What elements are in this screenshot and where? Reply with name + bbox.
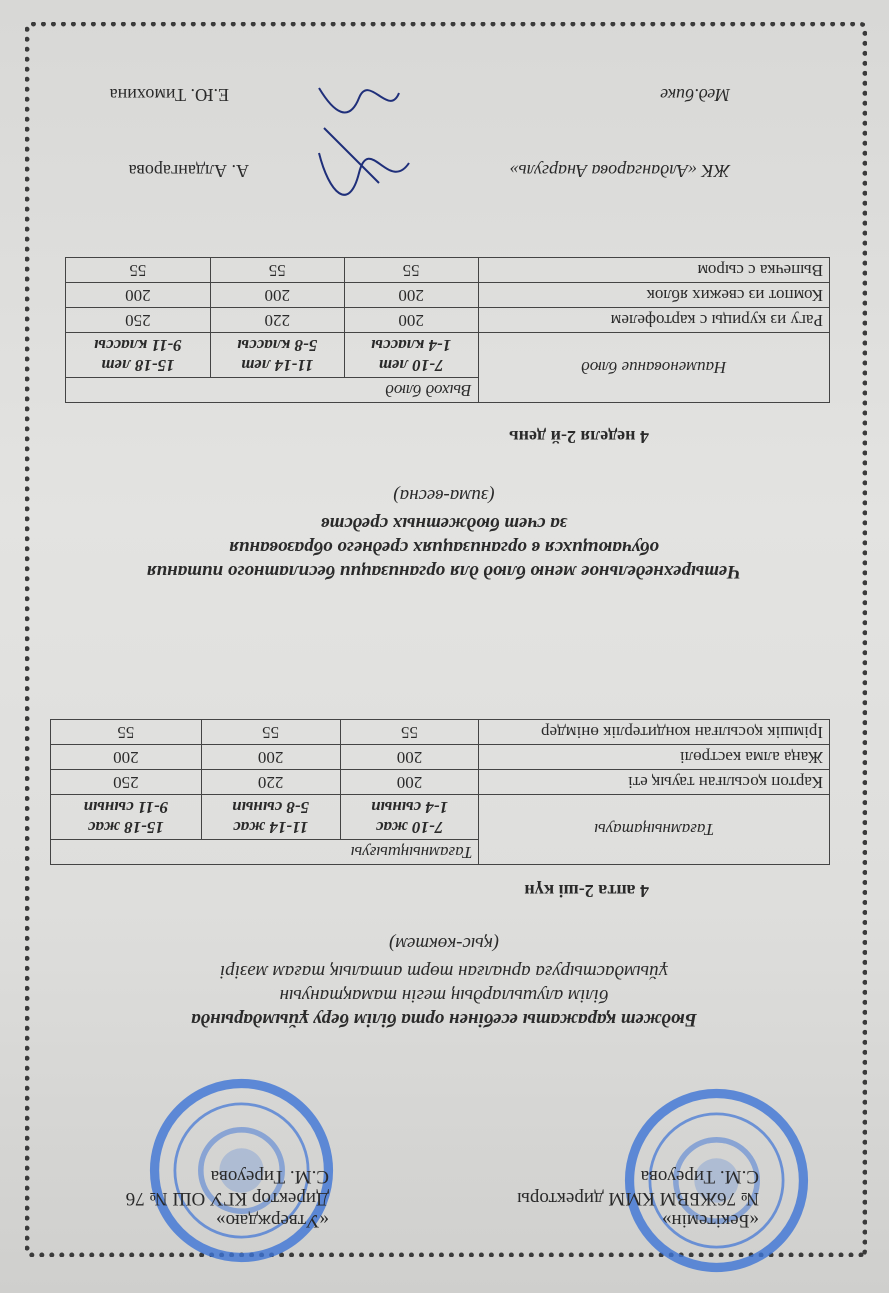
portion-value: 200 [51, 745, 202, 770]
dish-name: Жаңа алма кәстрөлі [479, 745, 830, 770]
ru-season: (зима-весна) [393, 485, 495, 506]
nurse-name: Е.Ю. Тимохина [109, 85, 229, 105]
dish-name: Рагу из курицы с картофелем [478, 308, 829, 333]
portion-value: 200 [340, 770, 479, 795]
ru-age-col-2: 11-14 лет 5-8 классы [210, 333, 344, 378]
portion-value: 55 [201, 720, 340, 745]
ru-col-name: Наименование блюд [478, 333, 829, 403]
kz-col-output: Тағамныңшығуы [51, 840, 479, 865]
supplier-name: А. Алдангарова [128, 161, 249, 181]
portion-value: 220 [210, 308, 344, 333]
approval-kz-line1: «Бекітемін» [661, 1210, 759, 1231]
signature-supplier [299, 123, 419, 203]
portion-value: 55 [340, 720, 479, 745]
portion-value: 55 [66, 258, 211, 283]
table-row [51, 745, 830, 770]
portion-value: 200 [210, 283, 344, 308]
dotted-border [25, 22, 867, 1257]
ru-age-col-1: 7-10 лет 1-4 классы [344, 333, 478, 378]
portion-value: 220 [201, 770, 340, 795]
dish-name: Ірімшік қосылған кондитерлік өнімдер [479, 720, 830, 745]
ru-menu-table [65, 257, 830, 403]
kz-col-name: Тағамныңатауы [479, 795, 830, 865]
table-row [66, 283, 830, 308]
ru-age-col-3: 15-18 лет 9-11 классы [66, 333, 211, 378]
kz-age-col-3: 15-18 жас 9-11 сынып [51, 795, 202, 840]
dish-name: Картоп қосылған тауық еті [479, 770, 830, 795]
table-row [51, 720, 830, 745]
approval-ru-line1: «Утверждаю» [216, 1210, 329, 1231]
portion-value: 55 [51, 720, 202, 745]
dish-name: Выпечка с сыром [478, 258, 829, 283]
nurse-label: Мед.бике [660, 85, 730, 105]
kz-season: (қыс-көктем) [389, 933, 500, 954]
approval-kz-line2: № 76ЖБВМ КММ директоры [517, 1188, 759, 1209]
kz-day-heading: 4 апта 2-ші күн [524, 881, 649, 901]
kz-age-col-2: 11-14 жас 5-8 сынып [201, 795, 340, 840]
approval-kz [517, 1165, 759, 1231]
ru-day-heading: 4 неделя 2-й день [509, 427, 649, 447]
signature-nurse [309, 63, 409, 123]
table-row [66, 258, 830, 283]
portion-value: 200 [66, 283, 211, 308]
ru-col-output: Выход блюд [66, 378, 479, 403]
ru-title [89, 483, 799, 583]
supplier-label: ЖК «Алдангарова Анаргуль» [509, 161, 730, 181]
portion-value: 200 [201, 745, 340, 770]
kz-menu-table [50, 719, 830, 865]
table-row [66, 308, 830, 333]
approval-kz-line3: С.М. Тиреуова [640, 1166, 759, 1187]
approval-ru [126, 1165, 329, 1231]
table-row [51, 770, 830, 795]
approval-ru-line2: Директор КГУ ОШ № 76 [125, 1188, 329, 1209]
portion-value: 250 [66, 308, 211, 333]
portion-value: 55 [344, 258, 478, 283]
kz-age-col-1: 7-10 жас 1-4 сынып [340, 795, 479, 840]
kz-title-line1: Бюджет қаражаты есебінен орта білім беру ұйымдарында [191, 1009, 697, 1030]
portion-value: 200 [344, 283, 478, 308]
ru-title-line1: Четырехнедельное меню блюд для организации бесплатного питания [146, 561, 742, 582]
portion-value: 200 [344, 308, 478, 333]
dish-name: Компот из свежих яблок [478, 283, 829, 308]
ru-title-line2: обучающихся в организациях среднего образования [229, 537, 659, 558]
ru-title-line3: за счет бюджетных средств [320, 513, 568, 534]
portion-value: 250 [51, 770, 202, 795]
approval-ru-line3: С.М. Тиреуова [210, 1166, 329, 1187]
portion-value: 55 [210, 258, 344, 283]
portion-value: 200 [340, 745, 479, 770]
kz-title [89, 931, 799, 1031]
kz-title-line3: ұйымдастыруға арналған төрт апталық тағам мәзірі [219, 961, 669, 982]
kz-title-line2: білім алушылардың тегін тамақтануын [279, 985, 609, 1006]
